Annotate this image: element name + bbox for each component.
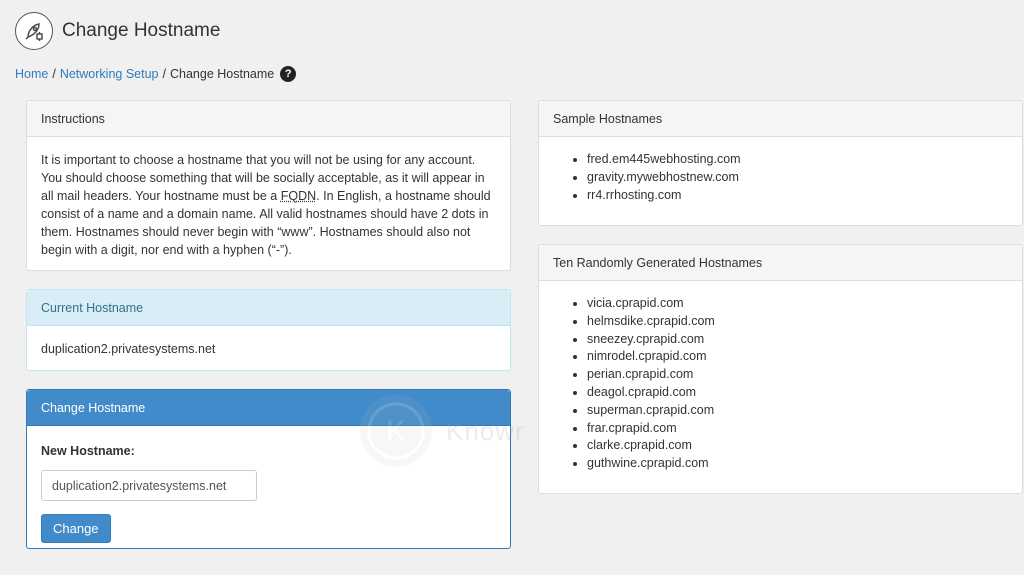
list-item: • superman.cprapid.com <box>587 402 1008 420</box>
random-hostnames-list <box>553 295 1008 473</box>
current-hostname-panel <box>26 289 511 371</box>
change-hostname-panel <box>26 389 511 549</box>
list-item: • fred.em445webhosting.com <box>587 151 1008 169</box>
current-hostname-value: duplication2.privatesystems.net <box>41 342 216 356</box>
sample-hostnames-panel <box>538 100 1023 226</box>
breadcrumb <box>15 66 296 82</box>
change-hostname-heading: Change Hostname <box>27 390 510 426</box>
list-item: • clarke.cprapid.com <box>587 437 1008 455</box>
new-hostname-input[interactable] <box>41 470 257 501</box>
list-item: • gravity.mywebhostnew.com <box>587 169 1008 187</box>
list-item: • perian.cprapid.com <box>587 366 1008 384</box>
list-item: • rr4.rrhosting.com <box>587 187 1008 205</box>
breadcrumb-current: Change Hostname <box>169 67 275 81</box>
list-item: • helmsdike.cprapid.com <box>587 313 1008 331</box>
new-hostname-label: New Hostname: <box>41 444 135 458</box>
page-header <box>15 12 220 50</box>
breadcrumb-networking-link[interactable]: Networking Setup <box>59 67 159 81</box>
page-title: Change Hostname <box>62 20 221 41</box>
sample-hostnames-heading: Sample Hostnames <box>539 101 1022 137</box>
breadcrumb-separator: / <box>162 67 166 81</box>
list-item: • frar.cprapid.com <box>587 420 1008 438</box>
fqdn-abbreviation: FQDN <box>280 189 317 203</box>
instructions-panel <box>26 100 511 271</box>
current-hostname-heading: Current Hostname <box>27 290 510 326</box>
list-item: • guthwine.cprapid.com <box>587 455 1008 473</box>
list-item: • sneezey.cprapid.com <box>587 331 1008 349</box>
rocket-network-icon <box>15 12 53 50</box>
list-item: • deagol.cprapid.com <box>587 384 1008 402</box>
breadcrumb-home-link[interactable]: Home <box>15 67 49 81</box>
list-item: • vicia.cprapid.com <box>587 295 1008 313</box>
question-circle-icon[interactable]: ? <box>280 66 296 82</box>
change-button[interactable]: Change <box>41 514 111 543</box>
instructions-heading: Instructions <box>27 101 510 137</box>
list-item: • nimrodel.cprapid.com <box>587 348 1008 366</box>
random-hostnames-heading: Ten Randomly Generated Hostnames <box>539 245 1022 281</box>
sample-hostnames-list <box>553 151 1008 204</box>
breadcrumb-separator: / <box>52 67 56 81</box>
instructions-text: It is important to choose a hostname that you will not be using for any account. You should choose something that will be socially acceptable, as it will appear in all mail headers. Your hostname must be a FQDN. In English, a hostname should consist of a name and a domain name. All valid hostnames should have 2 dots in them. Hostnames should never begin with “www”. Hostnames should also not begin with a digit, nor end with a hyphen (“-”). <box>41 153 491 257</box>
random-hostnames-panel <box>538 244 1023 494</box>
